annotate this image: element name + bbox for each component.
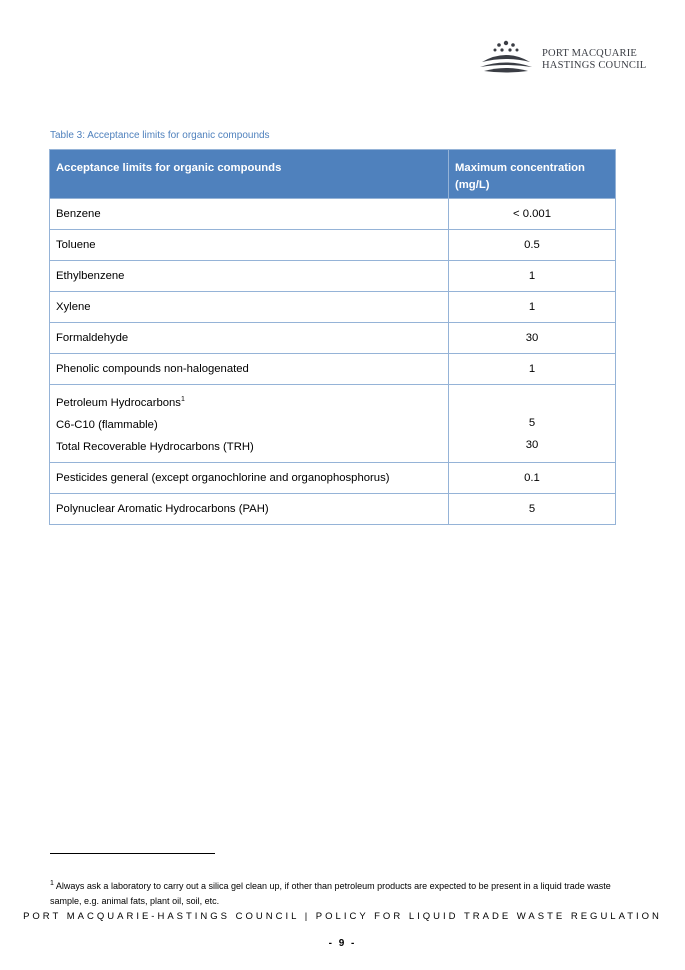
- footnote-text: Always ask a laboratory to carry out a silica gel clean up, if other than petroleum products are expected to be present in a liquid trade waste sample, e.g. animal fats, plant oil, soil, etc.: [50, 881, 611, 906]
- table-row: [50, 261, 616, 292]
- compound-value: 30: [449, 323, 616, 354]
- petroleum-sub-1-value: 5: [528, 417, 536, 430]
- council-emblem-icon: [478, 38, 534, 78]
- logo-line-2: HASTINGS COUNCIL: [542, 60, 647, 71]
- footnote-mark: 1: [50, 880, 54, 887]
- table-row: [50, 199, 616, 230]
- petroleum-names: [50, 385, 449, 463]
- compound-name: Xylene: [50, 292, 449, 323]
- table-row: [50, 230, 616, 261]
- compound-value: 1: [449, 292, 616, 323]
- footnote-ref: 1: [180, 396, 185, 403]
- compound-value: 1: [449, 354, 616, 385]
- header-max-concentration: Maximum concentration (mg/L): [449, 150, 616, 199]
- page-footer: PORT MACQUARIE-HASTINGS COUNCIL | POLICY FOR LIQUID TRADE WASTE REGULATION: [23, 911, 662, 922]
- page-number: - 9 -: [328, 938, 357, 949]
- acceptance-limits-table: [49, 149, 616, 525]
- compound-value: 0.1: [449, 462, 616, 493]
- footnote: [50, 876, 635, 909]
- council-logo: [478, 38, 648, 78]
- petroleum-title: Petroleum Hydrocarbons$^1$: [56, 396, 185, 409]
- header-compounds: Acceptance limits for organic compounds: [50, 150, 449, 199]
- footnote-divider: [50, 853, 215, 854]
- petroleum-sub-1: C6-C10 (flammable): [56, 418, 158, 431]
- compound-value: < 0.001: [449, 199, 616, 230]
- compound-name: Formaldehyde: [50, 323, 449, 354]
- logo-line-1: PORT MACQUARIE: [542, 48, 638, 59]
- petroleum-values: [449, 385, 616, 463]
- petroleum-sub-2: Total Recoverable Hydrocarbons (TRH): [56, 440, 254, 453]
- table-row: [50, 354, 616, 385]
- table-row-petroleum: [50, 385, 616, 463]
- petroleum-sub-2-value: 30: [525, 439, 539, 452]
- table-row: [50, 493, 616, 524]
- compound-name: Ethylbenzene: [50, 261, 449, 292]
- council-name: [542, 48, 646, 72]
- table-row: [50, 462, 616, 493]
- compound-value: 0.5: [449, 230, 616, 261]
- compound-value: 1: [449, 261, 616, 292]
- compound-name: Polynuclear Aromatic Hydrocarbons (PAH): [50, 493, 449, 524]
- compound-value: 5: [449, 493, 616, 524]
- compound-name: Benzene: [50, 199, 449, 230]
- table-caption: Table 3: Acceptance limits for organic compounds: [50, 130, 270, 141]
- table-header-row: [50, 150, 616, 199]
- compound-name: Pesticides general (except organochlorine and organophosphorus): [50, 462, 449, 493]
- table-row: [50, 292, 616, 323]
- table-row: [50, 323, 616, 354]
- compound-name: Toluene: [50, 230, 449, 261]
- compound-name: Phenolic compounds non-halogenated: [50, 354, 449, 385]
